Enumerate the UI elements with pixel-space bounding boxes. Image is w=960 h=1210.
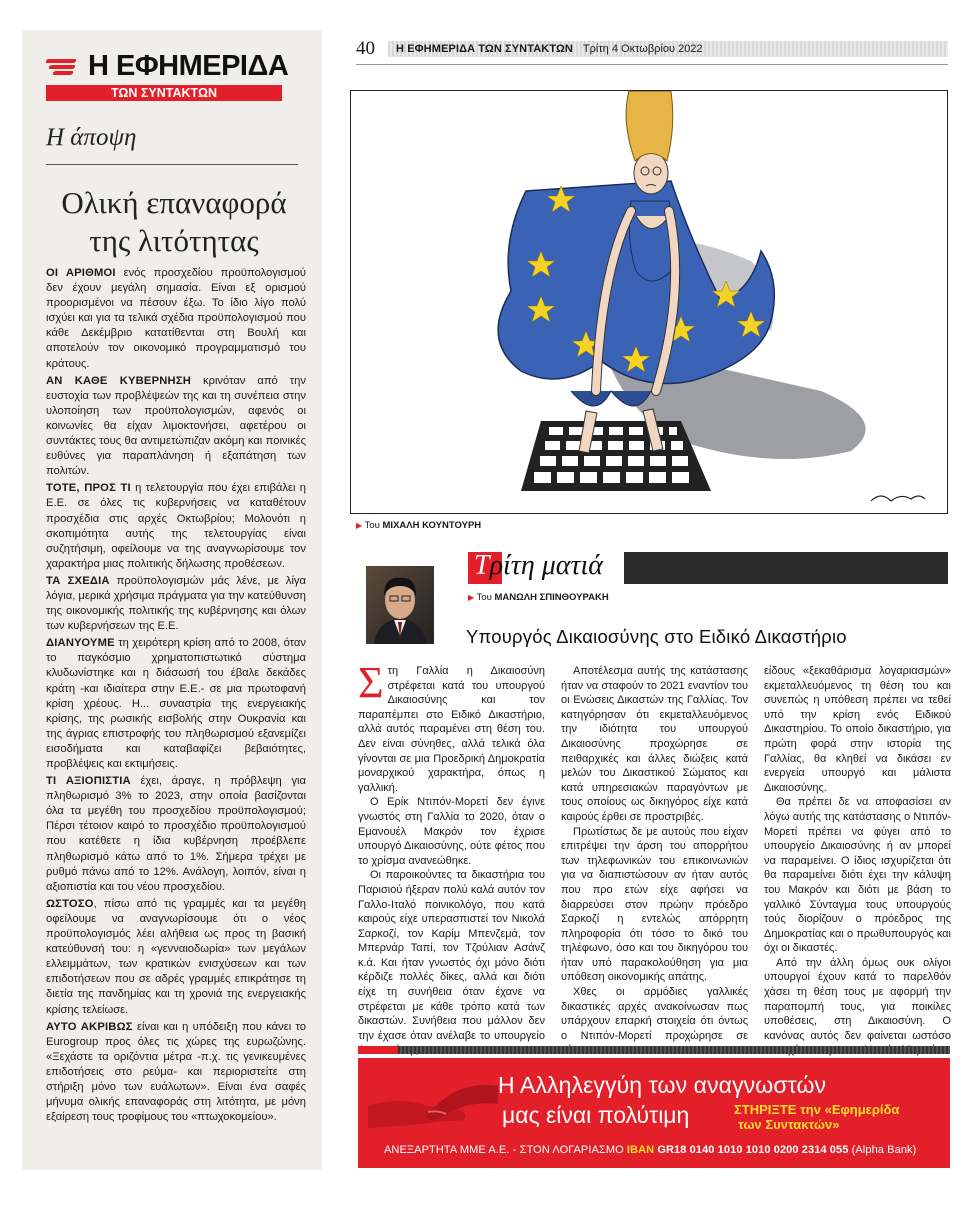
- masthead: [46, 50, 306, 101]
- triangle-bullet-icon: ▶: [356, 521, 363, 530]
- banner-stripe: [358, 1046, 950, 1054]
- article-column-2: [561, 664, 748, 1058]
- paragraph: ΔΙΑΝΥΟΥΜΕ τη χειρότερη κρίση από το 2008, όταν το παγκόσμιο χρηματοπιστωτικό σύστημα κλυδωνίστηκε και η διάσωσή του έβαλε δεκάδες κράτη -και ιδιαίτερα στην Ε.Ε.- σε μια πρωτοφανή κρίση χρέους. Η... συναστρία της ενεργειακής κρίσης, της ρωσικής εισβολής στην Ουκρανία και της άγριας επιστροφής του πληθωρισμού εξανεμίζει εισοδήματα και καταβαφίζει βεβαιότητες, προβλέψεις και εκτιμήσεις.: [46, 637, 306, 770]
- iban-number: GR18 0140 1010 1010 0200 2314 055: [657, 1144, 849, 1156]
- drop-cap: Σ: [358, 658, 384, 707]
- author-portrait: [366, 566, 434, 644]
- article-column-1: [358, 658, 545, 1058]
- helping-hands-icon: [368, 1066, 498, 1144]
- street-grate-icon: [521, 421, 711, 491]
- paper-name: Η ΕΦΗΜΕΡΙΔΑ ΤΩΝ ΣΥΝΤΑΚΤΩΝ: [396, 43, 573, 55]
- bank-name: (Alpha Bank): [851, 1144, 917, 1156]
- eu-dress-cartoon-illustration: [351, 91, 946, 512]
- paragraph: ΤΙ ΑΞΙΟΠΙΣΤΙΑ έχει, άραγε, η πρόβλεψη για πληθωρισμό 3% το 2023, στην οποία βασίζονται όλα τα μεγέθη του προσχεδίου προϋπολογισμού; Πέρσι τέτοιον καιρό το προσχέδιο προϋπολογισμού που κατέθετε η ίδια κυβέρνηση προέβλεπε πληθωρισμό κάτω από το 1%. Σήμερα τρέχει με ρυθμό πάνω από το 12%. Ανάλογη, λοιπόν, είναι η αξιοπιστία και του νέου προσχεδίου.: [46, 775, 306, 893]
- headline-line-2: της λιτότητας: [89, 223, 259, 258]
- column-author: ▶ Του ΜΑΝΩΛΗ ΣΠΙΝΘΟΥΡΑΚΗ: [468, 592, 609, 603]
- masthead-subtitle: ΤΩΝ ΣΥΝΤΑΚΤΩΝ: [46, 85, 282, 101]
- paragraph: ΤΑ ΣΧΕΔΙΑ προϋπολογισμών μάς λένε, με λίγα λόγια, μερικά χρήσιμα πράγματα για την κατεύθυνση της οικονομικής πολιτικής της κυβέρνησης και όλων των κυβερνήσεων της Ε.Ε.: [46, 574, 306, 633]
- author-portrait-icon: [366, 566, 434, 644]
- column-headline: Υπουργός Δικαιοσύνης στο Ειδικό Δικαστήριο: [466, 626, 847, 647]
- paragraph: Αποτέλεσμα αυτής της κατάστασης ήταν να σταφούν το 2021 εναντίον του οι Ενώσεις Δικαστών της Γαλλίας. Τον κατηγόρησαν ότι εκμεταλλευόμενος την ιδιότητα του υπουργού Δικαιοσύνης προχώρησε σε πειθαρχικές και άλλες διώξεις κατά μελών του Δικαστικού Σώματος και κατά υπηρεσιακών παραγόντων με τους οποίους ως δικηγόρος είχε κατά καιρούς έρθει σε προστριβές.: [561, 665, 748, 823]
- page-header: [356, 38, 948, 60]
- paragraph: ΤΟΤΕ, ΠΡΟΣ ΤΙ η τελετουργία που έχει επιβάλει η Ε.Ε. σε όλες τις κυβερνήσεις να καταθέτουν προσχέδια στις αρχές Οκτωβρίου; Μολονότι η σκοπιμότητα αυτής της τελετουργίας είναι συζητήσιμη, οφείλουμε να της αναγνωρίσουμε τον χαρακτήρα μιας πολιτικής δήλωσης προθέσεων.: [46, 482, 306, 570]
- paragraph: Χθες οι αρμόδιες γαλλικές δικαστικές αρχές ανακοίνωσαν πως υπάρχουν επαρκή στοιχεία ότι όντως ο Ντιπόν-Μορετί προχώρησε σε: [561, 986, 748, 1042]
- support-call-to-action[interactable]: [734, 1102, 899, 1132]
- editorial-headline: [36, 184, 312, 260]
- cartoon-credit: ▶ Του ΜΙΧΑΛΗ ΚΟΥΝΤΟΥΡΗ: [356, 520, 482, 531]
- paragraph: ΩΣΤΟΣΟ, πίσω από τις γραμμές και τα μεγέθη οφείλουμε να αναγνωρίσουμε ότι ο νέος προϋπολογισμός λέει αλήθεια ως προς τη βασική κατεύθυνσή του: η «γενναιοδωρία» των μεγάλων ελλειμμάτων, των κρατικών ενισχύσεων και των επιδοτήσεων που σε αδρές γραμμές επικράτησε τη διετία της πανδημίας και τη χρονιά της ενεργειακής κρίσης τελείωσε.: [46, 897, 306, 1016]
- paragraph: είδους «ξεκαθάρισμα λογαριασμών» εκμεταλλευόμενος τη θέση του και συνεπώς η υπόθεση πρέπει να τεθεί υπό την κρίση ενός Ειδικού Δικαστηρίου. Το οποίο δικαστήριο, για πρώτη φορά στην ιστορία της Γαλλίας, θα κληθεί να δικάσει εν ενεργεία υπουργό και μάλιστα Δικαιοσύνης.: [764, 665, 951, 794]
- masthead-swoosh-icon: [46, 56, 82, 78]
- paragraph: Από την άλλη όμως ουκ ολίγοι υπουργοί έχουν κατά το παρελθόν χάσει τη θέση τους με αφορμή την παραπομπή τους, για ποικίλες υποθέσεις, στη Δικαιοσύνη. Ο κανόνας αυτός δεν φαίνεται ωστόσο: [764, 956, 951, 1042]
- paragraph: Οι παροικούντες τα δικαστήρια του Παρισιού ήξεραν πολύ καλά αυτόν τον Γαλλο-Ιταλό ποινικολόγο, που κατά καιρούς είχε υπερασπιστεί τον Νικολά Σαρκοζί, τον Καρίμ Μπενζεμά, τον Μπερνάρ Ταπί, τον Τζούλιαν Ασάνζ κ.ά. Και ήταν γνωστός όχι μόνο διότι κέρδιζε πολλές δίκες, αλλά και διότι είχε τη συνήθεια όταν έχανε να στρέφεται με κάθε τρόπο κατά των δικαστών. Συνήθεια που μάλλον δεν την έχασε όταν ανέλαβε το υπουργείο: [358, 869, 545, 1042]
- banner-subheadline: μας είναι πολύτιμη: [502, 1102, 690, 1128]
- header-rule: [356, 64, 948, 65]
- paragraph: Θα πρέπει δε να αποφασίσει αν λόγω αυτής της κατάστασης ο Ντιπόν-Μορετί πρέπει να φύγει από το υπουργείο Δικαιοσύνης ή αν μπορεί να παραμείνει. Ο ίδιος ισχυρίζεται ότι θα παραμείνει διότι έχει την κάλυψη του Μακρόν και διότι με βάση το γαλλικό Σύνταγμα τους υπουργούς τούς διορίζουν ο πρόεδρος της Δημοκρατίας και ο πρωθυπουργός και όχι οι δικαστές.: [764, 796, 951, 955]
- paragraph: Πρωτίστως δε με αυτούς που είχαν επιτρέψει την άρση του απορρήτου των τηλεφωνικών του επικοινωνιών για να διαπιστώσουν αν ήταν αυτός που προ ετών είχε αφήσει να διαρρεύσει στον πρώην πρόεδρο Σαρκοζί η εντελώς απόρρητη πληροφορία ότι τόσο το δικό του τηλέφωνο, όσο και του δικηγόρου του ήταν υπό παρακολούθηση για μια υπόθεση οικονομικής απάτης.: [561, 825, 748, 984]
- section-divider: [46, 164, 298, 165]
- iban-label: IBAN: [626, 1144, 655, 1156]
- triangle-bullet-icon: ▶: [468, 593, 475, 602]
- masthead-title: Η ΕΦΗΜΕΡΙΔΑ: [88, 50, 289, 82]
- paragraph: ΑΝ ΚΑΘΕ ΚΥΒΕΡΝΗΣΗ κρινόταν από την ευστοχία των προβλέψεών της και τη συνέπεια στην υλοποίηση των προϋπολογισμών, αφενός οι κοινωνίες θα είχαν λιμοκτονήσει, αφετέρου οι συντάκτες τους θα αντιμετώπιζαν ακόμη και ποινικές ευθύνες για παραπλάνηση ή εξαπάτηση των πολιτών.: [46, 374, 306, 478]
- bank-account-info: ΑΝΕΞΑΡΤΗΤΑ ΜΜΕ Α.Ε. - ΣΤΟΝ ΛΟΓΑΡΙΑΣΜΟ IBAN GR18 0140 1010 1010 0200 2314 055 (Alpha Bank): [384, 1144, 917, 1156]
- political-cartoon: [350, 90, 948, 514]
- section-label: Η άποψη: [46, 124, 137, 151]
- paragraph: Στη Γαλλία η Δικαιοσύνη στρέφεται κατά του υπουργού Δικαιοσύνης και τον παραπέμπει στο Ειδικό Δικαστήριο, αλλά αυτός παραμένει στη θέση του. Δεν είναι σύνηθες, αλλά τελικά όλα γίνονται σε μια Προεδρική Δημοκρατία μοναρχικού χαρακτήρα, όπως η γαλλική.: [358, 658, 545, 794]
- paragraph: Ο Ερίκ Ντιπόν-Μορετί δεν έγινε γνωστός στη Γαλλία το 2020, όταν ο Εμανουέλ Μακρόν τον έχρισε υπουργό Δικαιοσύνης, ούτε φέτος που το χρίσμα ανανεώθηκε.: [358, 796, 545, 867]
- cta-line-2: των Συντακτών»: [738, 1117, 840, 1132]
- issue-date: Τρίτη 4 Οκτωβρίου 2022: [582, 43, 703, 55]
- donation-banner[interactable]: [358, 1058, 950, 1168]
- article-column-3: [764, 664, 951, 1058]
- headline-line-1: Ολική επαναφορά: [61, 185, 287, 220]
- column-title: Τρίτη ματιά: [474, 550, 603, 581]
- editorial-body: [46, 266, 306, 1127]
- paragraph: ΑΥΤΟ ΑΚΡΙΒΩΣ είναι και η υπόδειξη που κάνει το Eurogroup προς όλες τις χώρες της ευρωζώνης. «Ξεχάστε τα οριζόντια μέτρα -π.χ. τις γενικευμένες επιδοτήσεις στο ρεύμα- και περιοριστείτε στη στήριξη μόνο των ευάλωτων». Είναι ένα σαφές μήνυμα ολικής επαναφοράς στη λιτότητα, με μόνη εξαίρεση τους τροφίμους του «πτωχοκομείου».: [46, 1020, 306, 1124]
- header-bar: [388, 41, 948, 57]
- page-number: 40: [356, 38, 375, 59]
- cta-line-1: ΣΤΗΡΙΞΤΕ την «Εφημερίδα: [734, 1102, 900, 1117]
- paragraph: ΟΙ ΑΡΙΘΜΟΙ ενός προσχεδίου προϋπολογισμού δεν έχουν μεγάλη σημασία. Είναι εξ ορισμού προορισμένοι να πέσουν έξω. Το ίδιο λίγο πολύ ισχύει και για τα τελικά σχέδια προϋπολογισμού που κάθε Δεκέμβριο κατατίθενται στη Βουλή και αποτελούν τον οικονομικό προγραμματισμό του κράτους.: [46, 267, 306, 370]
- banner-headline: Η Αλληλεγγύη των αναγνωστών: [498, 1072, 827, 1098]
